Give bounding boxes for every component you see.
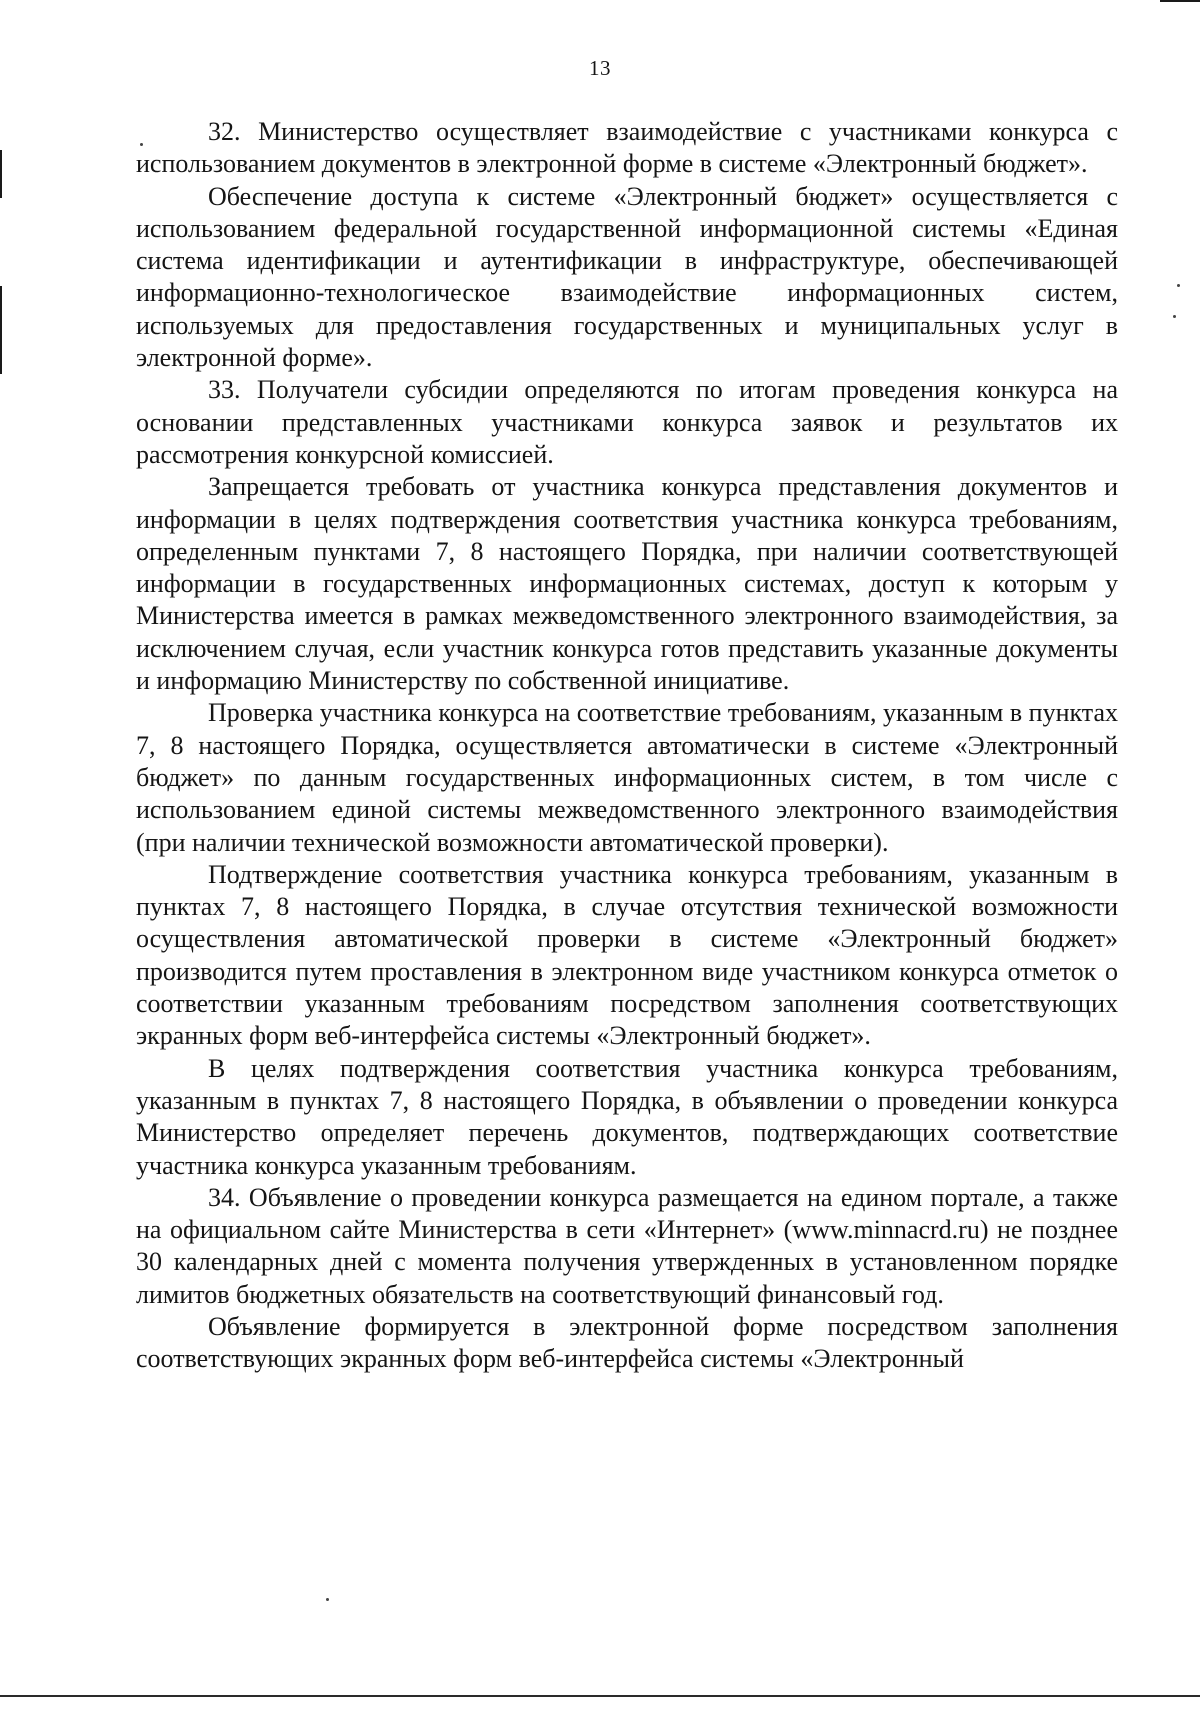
paragraph-verification: Проверка участника конкурса на соответствие требованиям, указанным в пунктах 7, 8 настоящего Порядка, осуществляется автоматически в системе «Электронный бюджет» по данным государственных информационных систем, в том числе с использованием единой системы межведомственного электронного взаимодействия (при наличии технической возможности автоматической проверки). — [136, 698, 1118, 857]
page-number: 13 — [589, 56, 611, 80]
scan-speck — [326, 1598, 329, 1601]
paragraph-prohibition: Запрещается требовать от участника конкурса представления документов и информации в целях подтверждения соответствия участника конкурса требованиям, определенным пунктами 7, 8 настоящего Порядка, при наличии соответствующей информации в государственных информационных системах, доступ к которым у Министерства имеется в рамках межведомственного электронного взаимодействия, за исключением случая, если участник конкурса готов представить указанные документы и информацию Министерству по собственной инициативе. — [136, 472, 1118, 696]
paragraph-32: 32. Министерство осуществляет взаимодействие с участниками конкурса с использованием документов в электронной форме в системе «Электронный бюджет». — [136, 117, 1118, 179]
scan-edge-mark — [0, 286, 2, 374]
paragraph-documents-list: В целях подтверждения соответствия участника конкурса требованиям, указанным в пунктах 7, 8 настоящего Порядка, в объявлении о проведении конкурса Министерство определяет перечень документов, подтверждающих соответствие участника конкурса указанным требованиям. — [136, 1053, 1118, 1180]
paragraph-33: 33. Получатели субсидии определяются по итогам проведения конкурса на основании представленных участниками конкурса заявок и результатов их рассмотрения конкурсной комиссией. — [136, 375, 1118, 469]
scan-edge-line — [0, 1695, 1200, 1697]
scan-edge-mark — [0, 150, 2, 198]
paragraph-announcement: Объявление формируется в электронной форме посредством заполнения соответствующих экранных форм веб-интерфейса системы «Электронный — [136, 1311, 1118, 1374]
paragraph-confirmation: Подтверждение соответствия участника конкурса требованиям, указанным в пунктах 7, 8 настоящего Порядка, в случае отсутствия технической возможности осуществления автоматической проверки в системе «Электронный бюджет» производится путем проставления в электронном виде участником конкурса отметок о соответствии указанным требованиям посредством заполнения соответствующих экранных форм веб-интерфейса системы «Электронный бюджет». — [136, 859, 1118, 1051]
paragraph-access: Обеспечение доступа к системе «Электронный бюджет» осуществляется с использованием федеральной государственной информационной системы «Единая система идентификации и аутентификации в инфраструктуре, обеспечивающей информационно-технологическое взаимодействие информационных систем, используемых для предоставления государственных и муниципальных услуг в электронной форме». — [136, 181, 1118, 373]
scan-edge-mark — [1160, 0, 1200, 2]
document-body — [136, 116, 1118, 1376]
scan-speck — [1177, 284, 1180, 287]
paragraph-34: 34. Объявление о проведении конкурса размещается на едином портале, а также на официальном сайте Министерства в сети «Интернет» (www.minnacrd.ru) не позднее 30 календарных дней с момента получения утвержденных в установленном порядке лимитов бюджетных обязательств на соответствующий финансовый год. — [136, 1182, 1118, 1309]
scan-speck — [1173, 315, 1176, 318]
